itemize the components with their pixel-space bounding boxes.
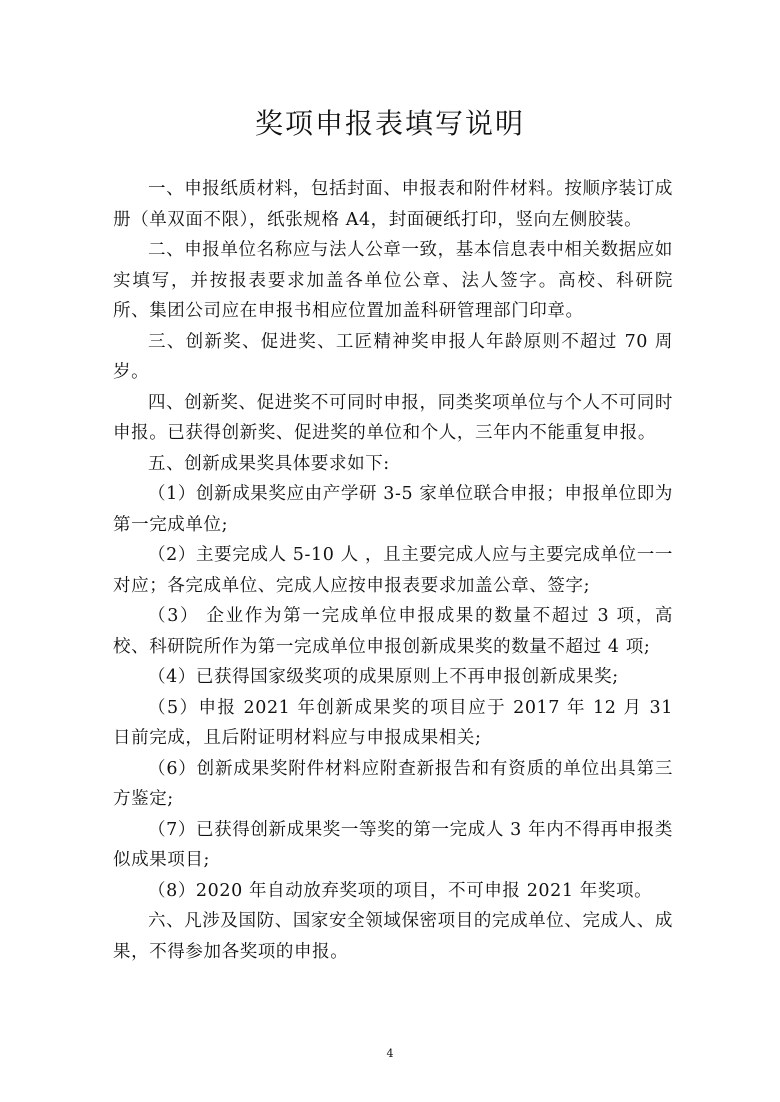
paragraph-5: 五、创新成果奖具体要求如下: <box>148 453 390 474</box>
list-item-4: （4）已获得国家级奖项的成果原则上不再申报创新成果奖; <box>148 667 619 687</box>
list-item-6: （6）创新成果奖附件材料应附查新报告和有资质的单位出具第三方鉴定; <box>113 758 673 809</box>
list-item-7: （7）已获得创新成果奖一等奖的第一完成人 3 年内不得再申报类似成果项目; <box>113 819 673 870</box>
list-item-3: （3） 企业作为第一完成单位申报成果的数量不超过 3 项，高校、科研院所作为第一完成单位申报创新成果奖的数量不超过 4 项; <box>113 606 673 657</box>
paragraph-1: 一、申报纸质材料，包括封面、申报表和附件材料。按顺序装订成册（单双面不限），纸张规格 A4，封面硬纸打印，竖向左侧胶装。 <box>113 179 673 230</box>
list-item-8: （8）2020 年自动放弃奖项的项目，不可申报 2021 年奖项。 <box>148 880 653 901</box>
paragraph-2: 二、申报单位名称应与法人公章一致，基本信息表中相关数据应如实填写，并按报表要求加盖各单位公章、法人签字。高校、科研院所、集团公司应在申报书相应位置加盖科研管理部门印章。 <box>113 240 673 321</box>
paragraph-4: 四、创新奖、促进奖不可同时申报，同类奖项单位与个人不可同时申报。已获得创新奖、促进奖的单位和个人，三年内不能重复申报。 <box>113 392 673 443</box>
paragraph-6: 六、凡涉及国防、国家安全领域保密项目的完成单位、完成人、成果，不得参加各奖项的申报。 <box>113 911 673 962</box>
list-item-1: （1）创新成果奖应由产学研 3-5 家单位联合申报；申报单位即为第一完成单位; <box>113 484 673 535</box>
list-item-2: （2）主要完成人 5-10 人 ，且主要完成人应与主要完成单位一一对应；各完成单位、完成人应按申报表要求加盖公章、签字; <box>113 545 673 596</box>
paragraph-3: 三、创新奖、促进奖、工匠精神奖申报人年龄原则不超过 70 周岁。 <box>113 331 673 382</box>
page-number: 4 <box>386 1047 394 1060</box>
page-title: 奖项申报表填写说明 <box>254 107 525 140</box>
document-body <box>113 174 673 967</box>
list-item-5: （5）申报 2021 年创新成果奖的项目应于 2017 年 12 月 31 日前完成，且后附证明材料应与申报成果相关; <box>113 697 673 748</box>
